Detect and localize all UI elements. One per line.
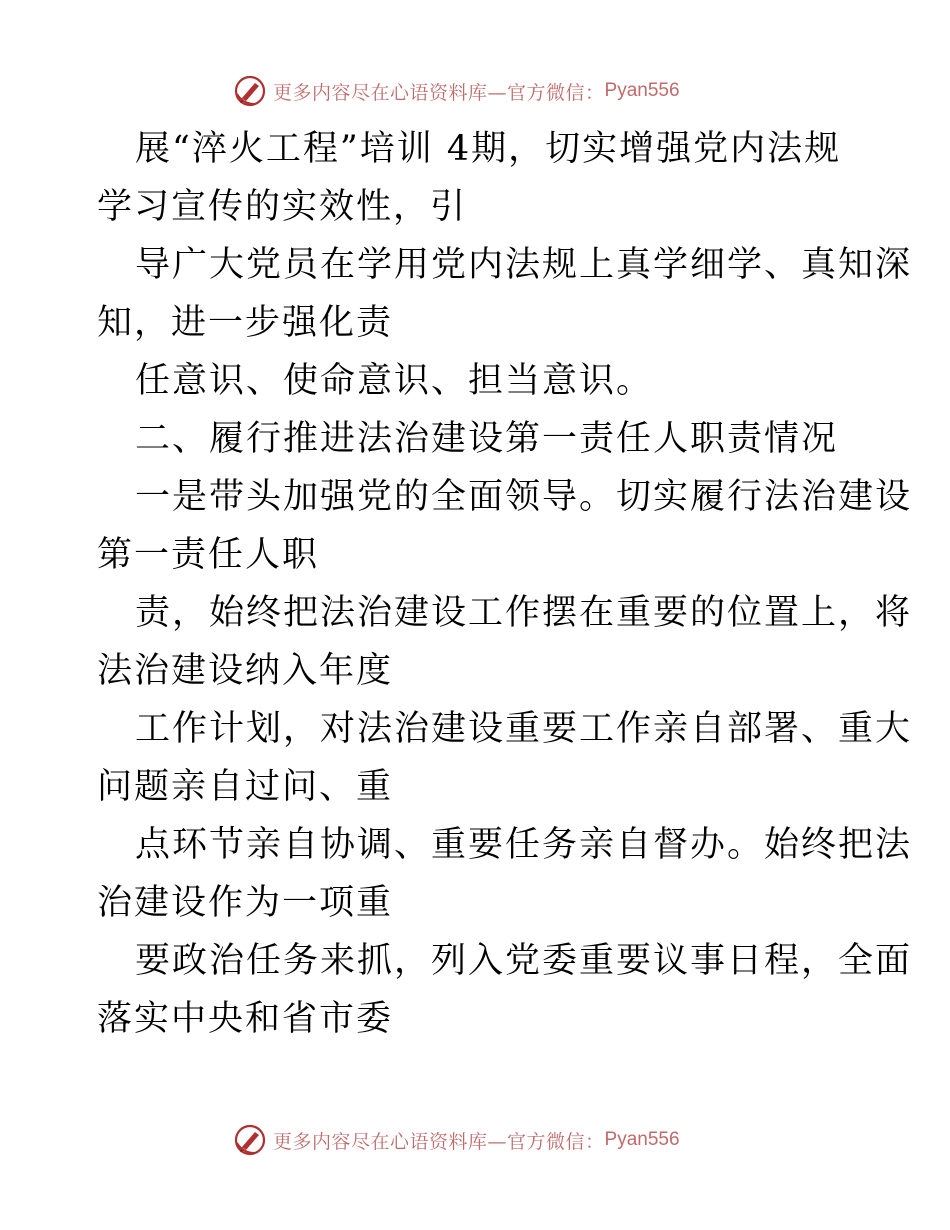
body-line: 展“淬火工程”培训 4期，切实增强党内法规 [135,129,842,169]
body-line: 一是带头加强党的全面领导。切实履行法治建设 [135,477,913,517]
body-line: 责，始终把法治建设工作摆在重要的位置上，将 [135,593,913,633]
watermark-text: 更多内容尽在心语资料库—官方微信： [273,1130,605,1153]
body-line: 第一责任人职 [97,535,320,575]
body-line: 法治建设纳入年度 [97,651,394,691]
body-line: 点环节亲自协调、重要任务亲自督办。始终把法 [135,825,913,865]
body-line: 落实中央和省市委 [97,999,394,1039]
body-line: 任意识、使命意识、担当意识。 [135,361,654,401]
section-heading: 二、履行推进法治建设第一责任人职责情况 [135,419,839,459]
body-line: 问题亲自过问、重 [97,767,394,807]
body-line: 治建设作为一项重 [97,883,394,923]
watermark-text: 更多内容尽在心语资料库—官方微信： [273,81,605,104]
header-watermark [233,73,680,109]
body-line: 知，进一步强化责 [97,303,394,343]
body-line: 要政治任务来抓，列入党委重要议事日程，全面 [135,941,913,981]
body-line: 导广大党员在学用党内法规上真学细学、真知深 [135,245,913,285]
watermark-wechat-id: Pyan556 [604,1129,680,1150]
body-line: 学习宣传的实效性，引 [97,187,468,227]
footer-watermark [233,1122,680,1158]
body-line: 工作计划，对法治建设重要工作亲自部署、重大 [135,709,913,749]
pen-circle-logo-icon [233,74,267,108]
watermark-wechat-id: Pyan556 [604,80,680,101]
pen-circle-logo-icon [233,1123,267,1157]
